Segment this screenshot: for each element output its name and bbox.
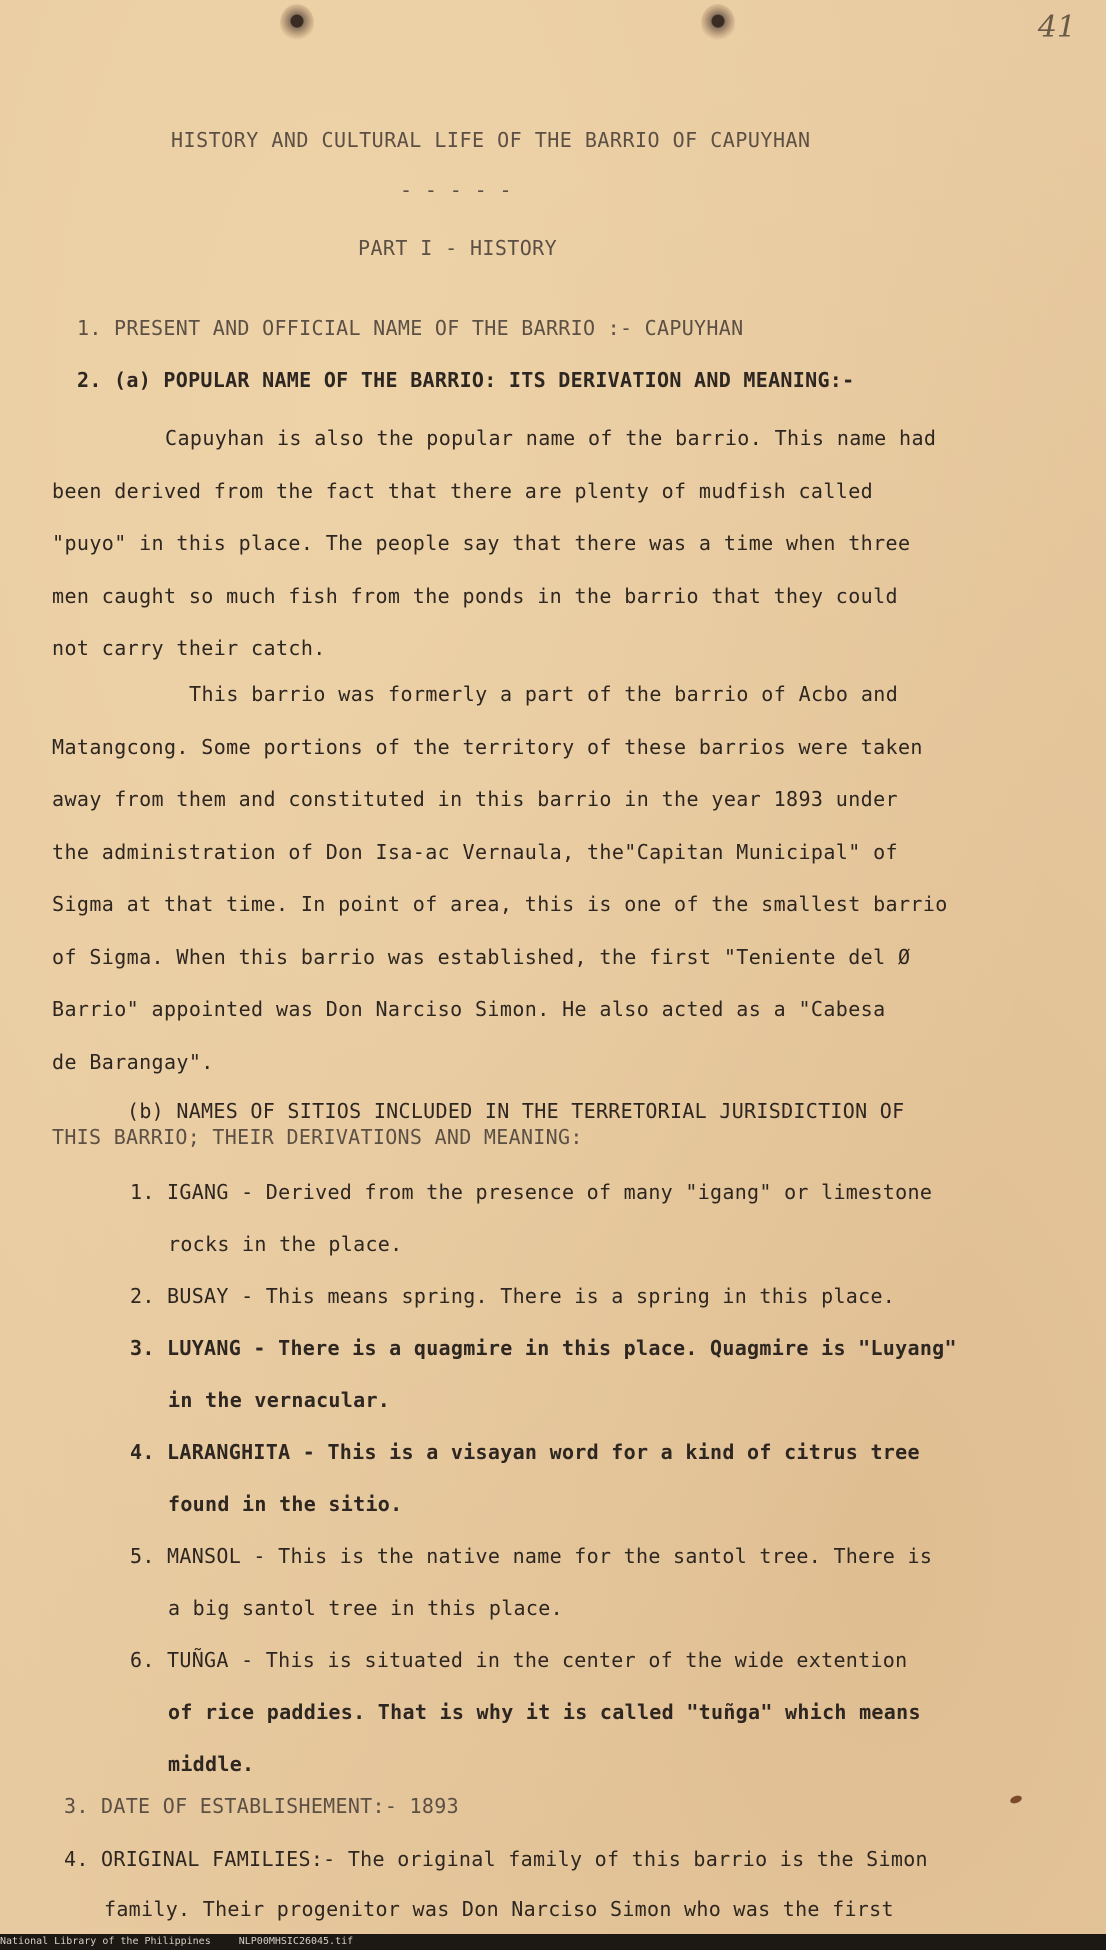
punch-hole-right	[701, 4, 735, 42]
sitio-text-cont: a big santol tree in this place.	[168, 1596, 563, 1620]
sitio-text: MANSOL - This is the native name for the santol tree. There is	[167, 1544, 933, 1568]
paragraph-line: men caught so much fish from the ponds in the barrio that they could	[52, 583, 898, 608]
paragraph-popular-name	[52, 412, 1012, 675]
sitio-number: 4.	[130, 1440, 155, 1464]
footer-library: National Library of the Philippines	[0, 1936, 211, 1947]
paragraph-line: Barrio" appointed was Don Narciso Simon. He also acted as a "Cabesa	[52, 997, 886, 1021]
sitio-text: LARANGHITA - This is a visayan word for a kind of citrus tree	[167, 1440, 920, 1464]
paragraph-line: Matangcong. Some portions of the territory of these barrios were taken	[52, 734, 923, 759]
paragraph-line: "puyo" in this place. The people say that there was a time when three	[52, 531, 911, 555]
ink-mark	[1009, 1794, 1023, 1805]
sitio-number: 5.	[130, 1544, 155, 1568]
title-separator: - - - - -	[400, 178, 512, 202]
heading-line: (b) NAMES OF SITIOS INCLUDED IN THE TERRETORIAL JURISDICTION OF	[127, 1099, 905, 1123]
paragraph-line: been derived from the fact that there are plenty of mudfish called	[52, 478, 874, 503]
sitio-item	[130, 1270, 990, 1322]
sitio-item	[130, 1166, 990, 1270]
sitio-item	[130, 1634, 990, 1790]
scan-footer	[0, 1934, 1106, 1950]
item-4-families	[64, 1834, 928, 1934]
sitio-number: 3.	[130, 1336, 155, 1360]
sitio-text-cont: of rice paddies. That is why it is called "tuñga" which means	[168, 1700, 921, 1724]
paragraph-line: of Sigma. When this barrio was established, the first "Teniente del Ø	[52, 944, 911, 969]
sitio-item	[130, 1530, 990, 1634]
punch-hole-left	[280, 4, 314, 42]
paragraph-line: Capuyhan is also the popular name of the barrio. This name had	[165, 426, 937, 450]
sitio-number: 2.	[130, 1284, 155, 1308]
page-number: 41	[1037, 10, 1076, 45]
item-1-official-name: 1. PRESENT AND OFFICIAL NAME OF THE BARRIO :- CAPUYHAN	[77, 316, 744, 340]
sitio-text-cont: in the vernacular.	[168, 1388, 391, 1412]
paragraph-line: 4. ORIGINAL FAMILIES:- The original family of this barrio is the Simon	[64, 1847, 928, 1871]
sitio-text: LUYANG - There is a quagmire in this place. Quagmire is "Luyang"	[167, 1336, 957, 1360]
paragraph-line: de Barangay".	[52, 1049, 214, 1074]
item-2b-heading	[52, 1098, 904, 1150]
sitio-text: BUSAY - This means spring. There is a spring in this place.	[167, 1284, 896, 1308]
paragraph-line: not carry their catch.	[52, 636, 326, 660]
item-3-date: 3. DATE OF ESTABLISHEMENT:- 1893	[64, 1794, 459, 1818]
paragraph-line: the administration of Don Isa-ac Vernaula, the"Capitan Municipal" of	[52, 839, 898, 864]
sitio-item	[130, 1426, 990, 1530]
sitio-text: IGANG - Derived from the presence of many "igang" or limestone	[167, 1180, 933, 1204]
paragraph-line: This barrio was formerly a part of the barrio of Acbo and	[189, 682, 899, 706]
heading-line: THIS BARRIO; THEIR DERIVATIONS AND MEANING:	[52, 1125, 583, 1149]
paragraph-line: away from them and constituted in this barrio in the year 1893 under	[52, 787, 898, 811]
item-2a-heading: 2. (a) POPULAR NAME OF THE BARRIO: ITS DERIVATION AND MEANING:-	[77, 368, 855, 392]
paragraph-formation	[52, 668, 1012, 1088]
sitio-text-cont: found in the sitio.	[168, 1492, 403, 1516]
sitio-text-cont: middle.	[168, 1752, 255, 1776]
sitio-number: 1.	[130, 1180, 155, 1204]
sitio-item	[130, 1322, 990, 1426]
document-title: HISTORY AND CULTURAL LIFE OF THE BARRIO OF CAPUYHAN	[171, 128, 811, 152]
sitio-text: TUÑGA - This is situated in the center of the wide extention	[167, 1648, 908, 1672]
footer-filename: NLP00MHSIC26045.tif	[238, 1936, 354, 1947]
sitio-number: 6.	[130, 1648, 155, 1672]
paragraph-line: Sigma at that time. In point of area, this is one of the smallest barrio	[52, 892, 948, 916]
part-heading: PART I - HISTORY	[358, 236, 558, 260]
paragraph-line: family. Their progenitor was Don Narciso Simon who was the first	[104, 1897, 894, 1921]
sitio-text-cont: rocks in the place.	[168, 1232, 403, 1256]
